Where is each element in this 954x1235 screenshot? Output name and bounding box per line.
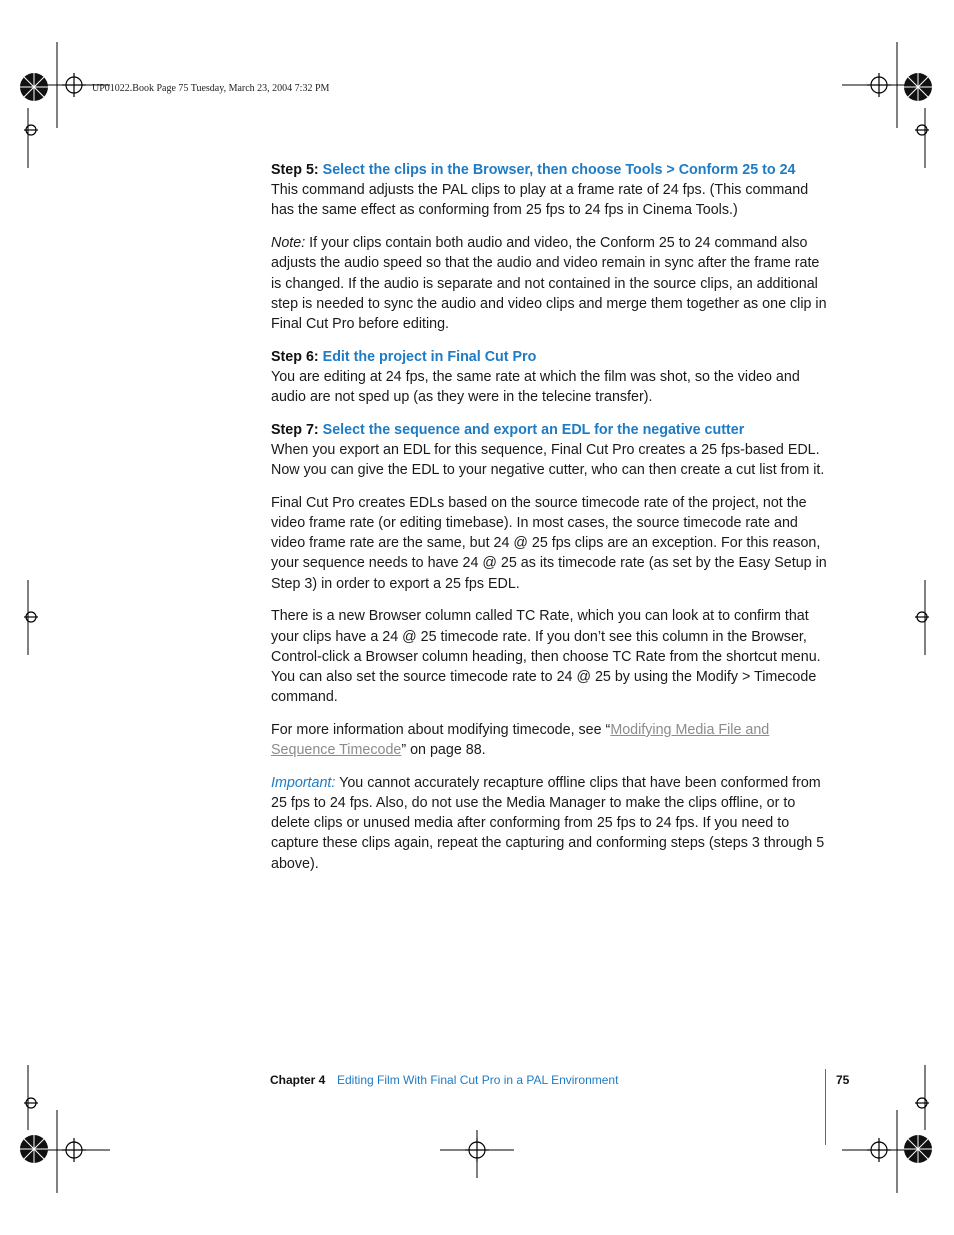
- footer-page-number: 75: [836, 1073, 850, 1087]
- registration-target-top-left: [62, 73, 86, 97]
- starburst-bottom-right: [904, 1135, 932, 1163]
- step-6-heading: [271, 347, 827, 367]
- book-slug-header: UP01022.Book Page 75 Tuesday, March 23, 2004 7:32 PM: [92, 83, 330, 94]
- registration-target-bottom-left: [62, 1138, 86, 1162]
- timecode-cross-reference-link[interactable]: Modifying Media File and Sequence Timecode: [271, 721, 770, 759]
- footer-chapter-title: Editing Film With Final Cut Pro in a PAL Environment: [337, 1073, 619, 1087]
- step-7-body: When you export an EDL for this sequence, Final Cut Pro creates a 25 fps-based EDL. Now you can give the EDL to your negative cutter, who can then create a cut list from it.: [271, 441, 825, 479]
- registration-target-right-lower: [915, 1098, 929, 1108]
- registration-target-left-mid: [24, 612, 38, 622]
- registration-target-left-upper: [24, 125, 38, 135]
- step-5-heading: [271, 160, 827, 180]
- important-label: Important:: [271, 774, 336, 791]
- registration-target-left-lower: [24, 1098, 38, 1108]
- tc-rate-paragraph: There is a new Browser column called TC Rate, which you can look at to confirm that your clips have a 24 @ 25 timecode rate. If you don’t see this column in the Browser, Control-click a Browser column heading, then choose TC Rate from the shortcut menu. You can also set the source timecode rate to 24 @ 25 by using the Modify > Timecode command.: [271, 608, 821, 706]
- starburst-top-right: [904, 73, 932, 101]
- note-text: If your clips contain both audio and video, the Conform 25 to 24 command also adjusts the audio speed so that the audio and video remain in sync after the frame rate is changed. If the audio is separate and not contained in the source clips, an additional step is needed to sync the audio and video clips and merge them together as one clip in Final Cut Pro before editing.: [271, 235, 827, 332]
- step-7-title: Select the sequence and export an EDL for the negative cutter: [322, 421, 745, 438]
- step-6-number: Step 6:: [271, 348, 319, 365]
- registration-target-bottom-center: [465, 1138, 489, 1162]
- edl-rates-paragraph: Final Cut Pro creates EDLs based on the source timecode rate of the project, not the video frame rate (or editing timebase). In most cases, the source timecode rate and video frame rate are the same, but 24 @ 25 fps clips are an exception. For this reason, your sequence needs to have 24 @ 25 as its timecode rate (as set by the Easy Setup in Step 3) in order to export a 25 fps EDL.: [271, 494, 827, 592]
- note-paragraph: [271, 233, 827, 334]
- step-6-title: Edit the project in Final Cut Pro: [322, 348, 537, 365]
- step-7-number: Step 7:: [271, 421, 319, 438]
- important-paragraph: [271, 773, 827, 874]
- note-label: Note:: [271, 235, 306, 252]
- step-7-heading: [271, 420, 827, 440]
- footer-divider: [825, 1069, 826, 1145]
- registration-target-top-right: [867, 73, 891, 97]
- footer-chapter-label: Chapter 4: [270, 1073, 326, 1087]
- step-5-body: This command adjusts the PAL clips to play at a frame rate of 24 fps. (This command has the same effect as conforming from 25 fps to 24 fps in Cinema Tools.): [271, 182, 809, 219]
- page-body: [271, 160, 827, 874]
- registration-target-bottom-right: [867, 1138, 891, 1162]
- starburst-bottom-left: [20, 1135, 48, 1163]
- starburst-top-left: [20, 73, 48, 101]
- more-info-suffix: ” on page 88.: [401, 742, 486, 759]
- important-text: You cannot accurately recapture offline clips that have been conformed from 25 fps to 24 fps. Also, do not use the Media Manager to make the clips offline, or to delete clips or unused media after conforming from 25 fps to 24 fps. If you need to capture these clips again, repeat the capturing and conforming steps (steps 3 through 5 above).: [271, 774, 825, 872]
- more-info-prefix: For more information about modifying timecode, see “: [271, 721, 611, 738]
- registration-target-right-upper: [915, 125, 929, 135]
- step-6-body: You are editing at 24 fps, the same rate at which the film was shot, so the video and audio are not sped up (as they were in the telecine transfer).: [271, 368, 800, 406]
- more-info-paragraph: [271, 720, 827, 760]
- registration-target-right-mid: [915, 612, 929, 622]
- step-5-title: Select the clips in the Browser, then choose Tools > Conform 25 to 24: [322, 162, 796, 178]
- step-5-number: Step 5:: [271, 162, 319, 178]
